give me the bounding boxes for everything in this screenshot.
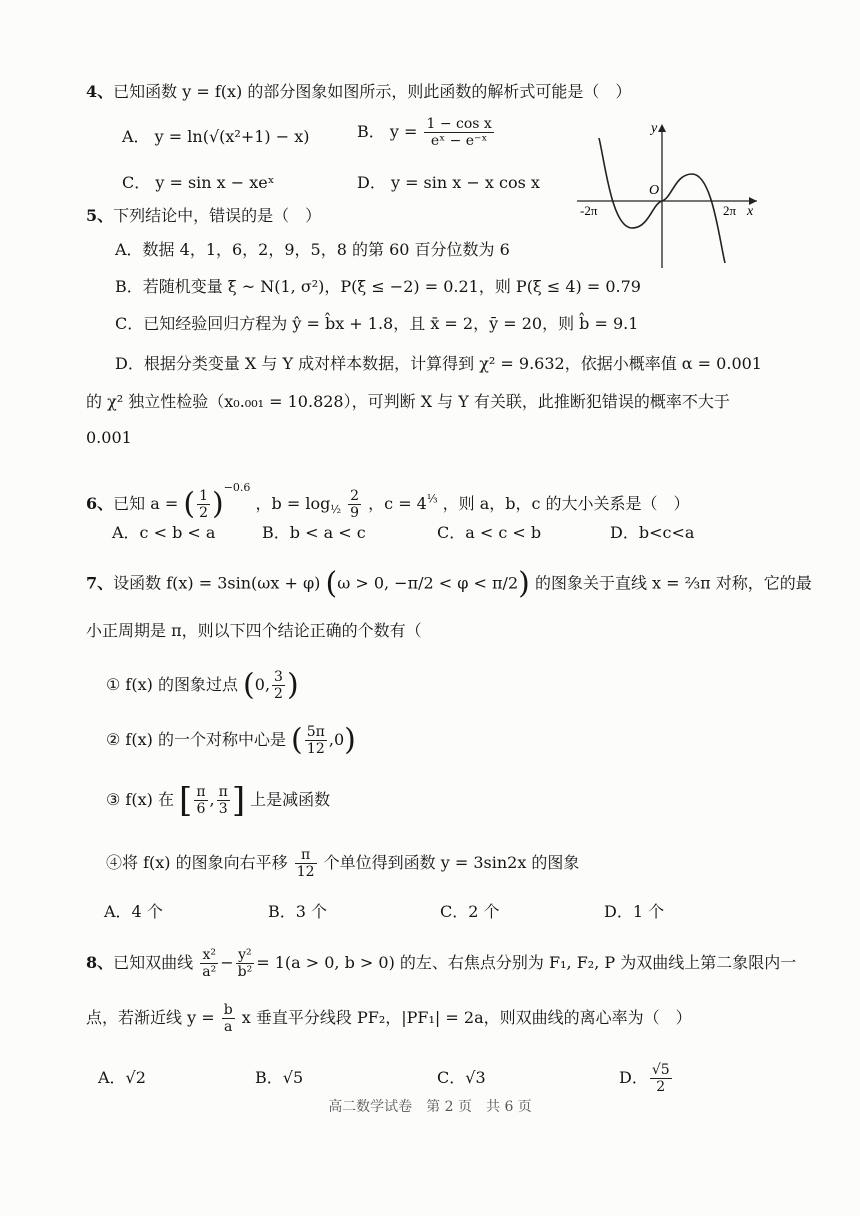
q6-option-a: A．c < b < a	[112, 523, 216, 542]
q6-option-b: B．b < a < c	[262, 523, 366, 542]
q8-stem-line2: 点，若渐近线 y = $\frac{b}{a}$ x 垂直平分线段 PF₂，|PF₁| = 2a，则双曲线的离心率为（ ）	[86, 1002, 692, 1035]
q6-option-d: D．b<c<a	[610, 523, 695, 542]
page-footer: 高二数学试卷 第 2 页 共 6 页	[328, 1099, 532, 1115]
q5-option-b: B．若随机变量 ξ ~ N(1, σ²)，P(ξ ≤ −2) = 0.21，则 P(ξ ≤ 4) = 0.79	[115, 277, 641, 296]
q5-option-c: C．已知经验回归方程为 ŷ = b̂x + 1.8，且 x̄ = 2，ȳ = 20，则 b̂ = 9.1	[115, 314, 639, 333]
q7-option-c: C．2 个	[440, 902, 500, 921]
pos-2pi-tick: 2π	[723, 203, 737, 218]
q7-option-d: D．1 个	[604, 902, 665, 921]
q8-option-b: B．√5	[255, 1068, 304, 1087]
q7-statement-1: ① f(x) 的图象过点 (0, $\frac{3}{2}$ )	[106, 667, 299, 703]
q8-option-d: D． $\frac{√5}{2}$	[619, 1062, 670, 1095]
q7-option-a: A．4 个	[104, 902, 163, 921]
q4-function-graph	[577, 118, 762, 273]
q4-option-b: B． y = $\frac{\text{1 − cos x}}{\text{eˣ − e⁻ˣ}}$	[357, 116, 492, 149]
y-axis-arrow	[658, 124, 666, 132]
origin-label: O	[649, 183, 660, 198]
q8-option-a: A．√2	[98, 1068, 146, 1087]
y-axis-label: y	[651, 121, 658, 136]
q6-stem: 6、已知 a = ( $\frac{1}{2}$ )$^{-0.6}$ ，$b = \log_{\frac{1}{2}}$ $\frac{2}{9}$ ，$c = 4^{\frac{1}{3}}$ ，则 a，b，c 的大小关系是（ ）	[86, 481, 690, 522]
neg-2pi-tick: -2π	[580, 203, 598, 218]
q7-statement-4: ④将 f(x) 的图象向右平移 $\frac{\pi}{12}$ 个单位得到函数 y = 3sin2x 的图象	[106, 847, 580, 880]
x-axis-label: x	[747, 204, 754, 219]
q4-stem: 4、已知函数 y = f(x) 的部分图象如图所示，则此函数的解析式可能是（ ）	[86, 82, 632, 101]
q5-option-d-line1: D．根据分类变量 X 与 Y 成对样本数据，计算得到 χ² = 9.632，依据小概率值 α = 0.001	[115, 354, 762, 373]
q7-statement-3: ③ f(x) 在 [ $\frac{\pi}{6}$ , $\frac{\pi}{3}$ ] 上是减函数	[106, 780, 331, 821]
q7-option-b: B．3 个	[268, 902, 328, 921]
q6-option-c: C．a < c < b	[437, 523, 542, 542]
q5-option-a: A．数据 4，1，6，2，9，5，8 的第 60 百分位数为 6	[115, 240, 510, 259]
q5-option-d-line2: 的 χ² 独立性检验（x₀.₀₀₁ = 10.828），可判断 X 与 Y 有关联，此推断犯错误的概率不大于	[86, 392, 730, 411]
q4-option-c: C． y = sin x − xeˣ	[122, 173, 275, 192]
q8-option-c: C．√3	[437, 1068, 486, 1087]
q7-stem-line2: 小正周期是 π，则以下四个结论正确的个数有（	[86, 621, 422, 640]
q4-option-d: D． y = sin x − x cos x	[357, 173, 540, 192]
q7-statement-2: ② f(x) 的一个对称中心是 ( $\frac{5\pi}{12}$ ,0)	[106, 722, 356, 758]
q5-option-d-line3: 0.001	[86, 428, 132, 447]
q8-stem-line1: 8、已知双曲线 $\frac{\text{x²}}{\text{a²}}$ − $\frac{\text{y²}}{\text{b²}}$ = 1(a > 0, b > 0) 的左、右焦点分别为 F₁, F₂, P 为双曲线上第二象限内一	[86, 947, 797, 980]
q5-stem: 5、下列结论中，错误的是（ ）	[86, 206, 322, 225]
q7-stem-line1: 7、设函数 f(x) = 3sin(ωx + φ) (ω > 0, −π/2 < φ < π/2) 的图象关于直线 x = ⅔π 对称，它的最	[86, 566, 812, 601]
q4-option-a: A． y = ln(√(x²+1) − x)	[122, 127, 310, 146]
